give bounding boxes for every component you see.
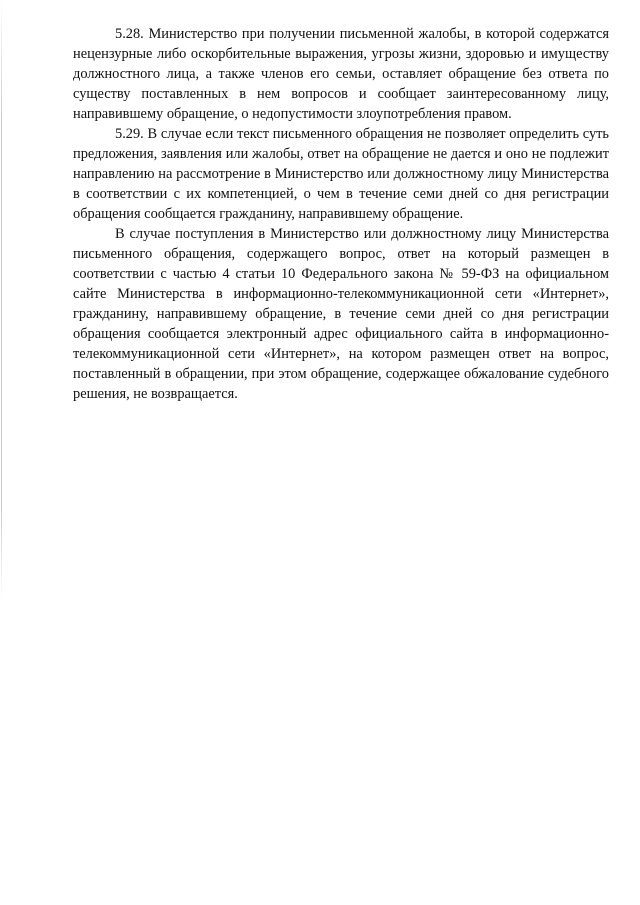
paragraph-5-29: 5.29. В случае если текст письменного обращения не позволяет определить суть предложения, заявления или жалобы, ответ на обращение не дается и оно не подлежит направлению на рассмотрение в Министерство или должностному лицу Министерства в соответствии с их компетенцией, о чем в течение семи дней со дня регистрации обращения сообщается гражданину, направившему обращение. [73,126,609,222]
scan-edge-shadow [1,0,2,600]
document-body [73,24,609,404]
paragraph-5-28: 5.28. Министерство при получении письменной жалобы, в которой содержатся нецензурные либо оскорбительные выражения, угрозы жизни, здоровью и имуществу должностного лица, а также членов его семьи, оставляет обращение без ответа по существу поставленных в нем вопросов и сообщает заинтересованному лицу, направившему обращение, о недопустимости злоупотребления правом. [73,26,609,122]
paragraph-5-29-continued: В случае поступления в Министерство или должностному лицу Министерства письменного обращения, содержащего вопрос, ответ на который размещен в соответствии с частью 4 статьи 10 Федерального закона № 59-ФЗ на официальном сайте Министерства в информационно-телекоммуникационной сети «Интернет», гражданину, направившему обращение, в течение семи дней со дня регистрации обращения сообщается электронный адрес официального сайта в информационно-телекоммуникационной сети «Интернет», на котором размещен ответ на вопрос, поставленный в обращении, при этом обращение, содержащее обжалование судебного решения, не возвращается. [73,226,609,402]
